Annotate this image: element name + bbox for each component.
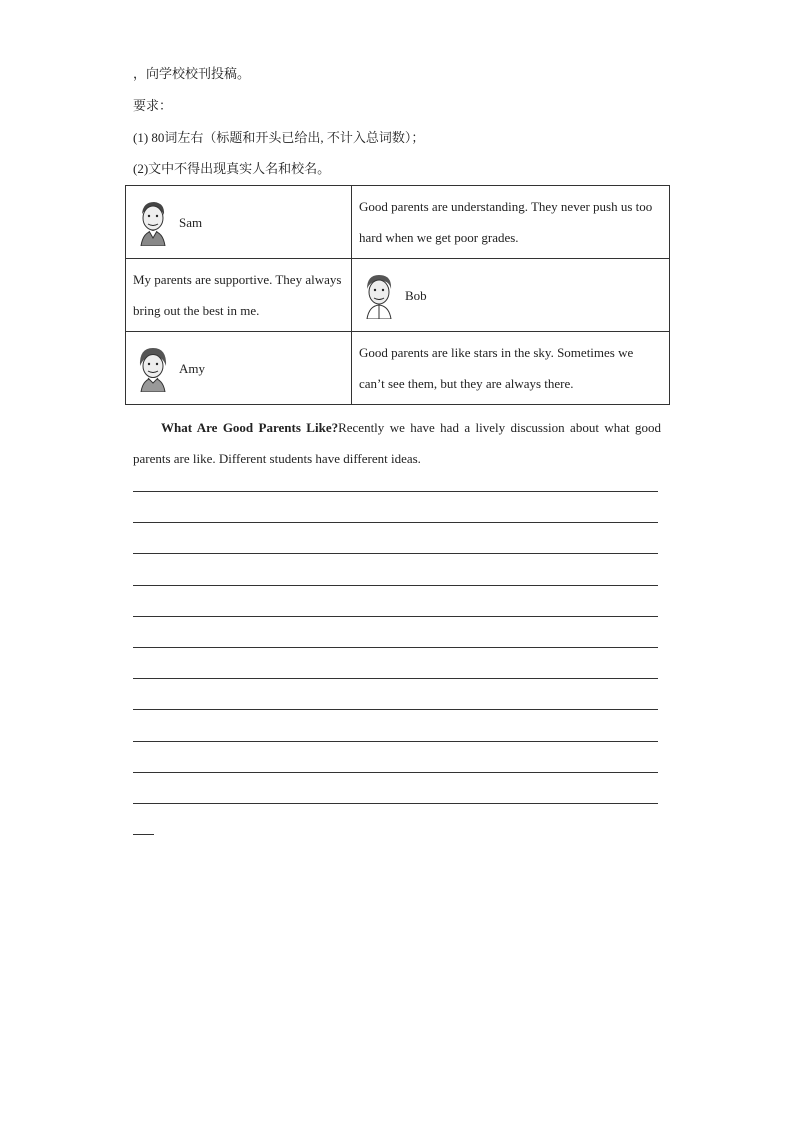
writing-line[interactable]: [133, 553, 658, 554]
essay-opening: [133, 412, 661, 474]
boy-portrait-icon: [359, 271, 399, 319]
boy-portrait-icon: [133, 198, 173, 246]
person-name: Bob: [405, 287, 427, 303]
table-row: [126, 186, 670, 259]
writing-line[interactable]: [133, 647, 658, 648]
writing-line[interactable]: [133, 585, 658, 586]
table-row: [126, 332, 670, 405]
opinion-cell: Good parents are like stars in the sky. Sometimes we can’t see them, but they are always there.: [352, 332, 670, 405]
writing-line[interactable]: [133, 741, 658, 742]
table-row: [126, 259, 670, 332]
person-cell-sam: [126, 186, 352, 259]
opinions-table: [125, 185, 670, 405]
writing-line-end: [133, 834, 154, 835]
person-name: Sam: [179, 214, 203, 230]
writing-line[interactable]: [133, 803, 658, 804]
essay-opening-text: Recently we have had a lively discussion about what good parents are like. Different students have different ideas.: [133, 420, 661, 466]
opinion-cell: Good parents are understanding. They never push us too hard when we get poor grades.: [352, 186, 670, 259]
writing-line[interactable]: [133, 678, 658, 679]
requirement-2: (2)文中不得出现真实人名和校名。: [133, 161, 331, 176]
person-cell-amy: [126, 332, 352, 405]
requirements-heading: 要求：: [133, 98, 173, 113]
essay-title: What Are Good Parents Like?: [161, 420, 339, 435]
writing-line[interactable]: [133, 772, 658, 773]
instruction-line-1: ，向学校校刊投稿。: [133, 66, 251, 81]
writing-line[interactable]: [133, 522, 658, 523]
writing-line[interactable]: [133, 616, 658, 617]
requirement-1: (1) 80词左右（标题和开头已给出, 不计入总词数）；: [133, 130, 425, 145]
person-name: Amy: [179, 360, 205, 376]
girl-portrait-icon: [133, 344, 173, 392]
person-cell-bob: [352, 259, 670, 332]
writing-line[interactable]: [133, 709, 658, 710]
writing-line[interactable]: [133, 491, 658, 492]
opinion-cell: My parents are supportive. They always bring out the best in me.: [126, 259, 352, 332]
